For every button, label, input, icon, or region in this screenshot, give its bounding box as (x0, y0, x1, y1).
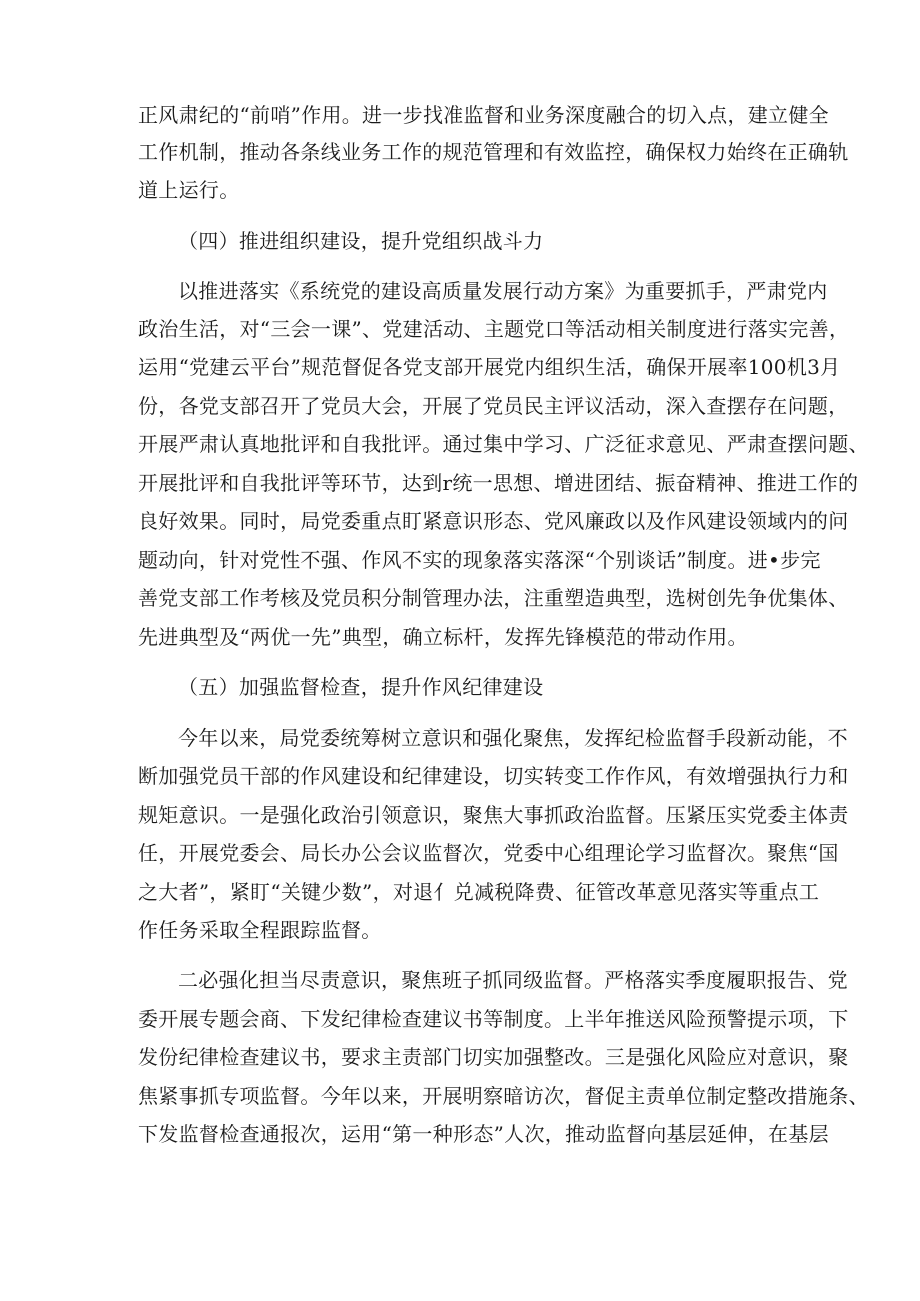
paragraph-line: 开展批评和自我批评等环节，达到r统一思想、增进团结、振奋精神、推进工作的 (138, 471, 859, 495)
paragraph-line: 以推进落实《系统党的建设高质量发展行动方案》为重要抓手，严肃党内 (178, 279, 828, 303)
paragraph-line: 任，开展党委会、局长办公会议监督次，党委中心组理论学习监督次。聚焦“国 (138, 841, 839, 865)
paragraph-line: 发份纪律检查建议书，要求主责部门切实加强整改。三是强化风险应对意识，聚 (138, 1045, 849, 1069)
paragraph-line: 正风肃纪的“前哨”作用。进一步找准监督和业务深度融合的切入点，建立健全 (138, 103, 829, 127)
section-heading: （五）加强监督检查，提升作风纪律建设 (178, 675, 544, 699)
section-heading: （四）推进组织建设，提升党组织战斗力 (178, 229, 544, 253)
paragraph-line: 道上运行。 (138, 178, 240, 202)
paragraph-line: 份，各党支部召开了党员大会，开展了党员民主评议活动，深入查摆存在问题， (138, 394, 849, 418)
paragraph-line: 良好效果。同时，局党委重点盯紧意识形态、党风廉政以及作风建设领域内的问 (138, 509, 849, 533)
paragraph-line: 断加强党员干部的作风建设和纪律建设，切实转变工作作风，有效增强执行力和 (138, 764, 849, 788)
paragraph-line: 下发监督检查通报次，运用“第一种形态”人次，推动监督向基层延伸，在基层 (138, 1122, 829, 1146)
paragraph-line: 之大者”，紧盯“关键少数”，对退亻兑减税降费、征管改革意见落实等重点工 (138, 880, 820, 904)
paragraph-line: 规矩意识。一是强化政治引领意识，聚焦大事抓政治监督。压紧压实党委主体责 (138, 803, 849, 827)
paragraph-line: 政治生活，对“三会一课”、党建活动、主题党口等活动相关制度进行落实完善， (138, 317, 850, 341)
paragraph-line: 委开展专题会商、下发纪律检查建议书等制度。上半年推送风险预警提示项，下 (138, 1007, 849, 1031)
paragraph-line: 今年以来，局党委统筹树立意识和强化聚焦，发挥纪检监督手段新动能，不 (178, 726, 848, 750)
paragraph-line: 开展严肃认真地批评和自我批评。通过集中学习、广泛征求意见、严肃查摆问题、 (138, 432, 869, 456)
paragraph-line: 题动向，针对党性不强、作风不实的现象落实落深“个别谈话”制度。进•步完 (138, 548, 821, 572)
paragraph-line: 先进典型及“两优一先”典型，确立标杆，发挥先锋模范的带动作用。 (138, 625, 748, 649)
paragraph-line: 运用“党建云平台”规范督促各党支部开展党内组织生活，确保开展率100机3月 (138, 355, 841, 379)
paragraph-line: 善党支部工作考核及党员积分制管理办法，注重塑造典型，选树创先争优集体、 (138, 586, 849, 610)
paragraph-line: 工作机制，推动各条线业务工作的规范管理和有效监控，确保权力始终在正确轨 (138, 140, 849, 164)
paragraph-line: 作任务采取全程跟踪监督。 (138, 918, 382, 942)
paragraph-line: 焦紧事抓专项监督。今年以来，开展明察暗访次，督促主责单位制定整改措施条、 (138, 1084, 869, 1108)
paragraph-line: 二必强化担当尽责意识，聚焦班子抓同级监督。严格落实季度履职报告、党 (178, 968, 848, 992)
